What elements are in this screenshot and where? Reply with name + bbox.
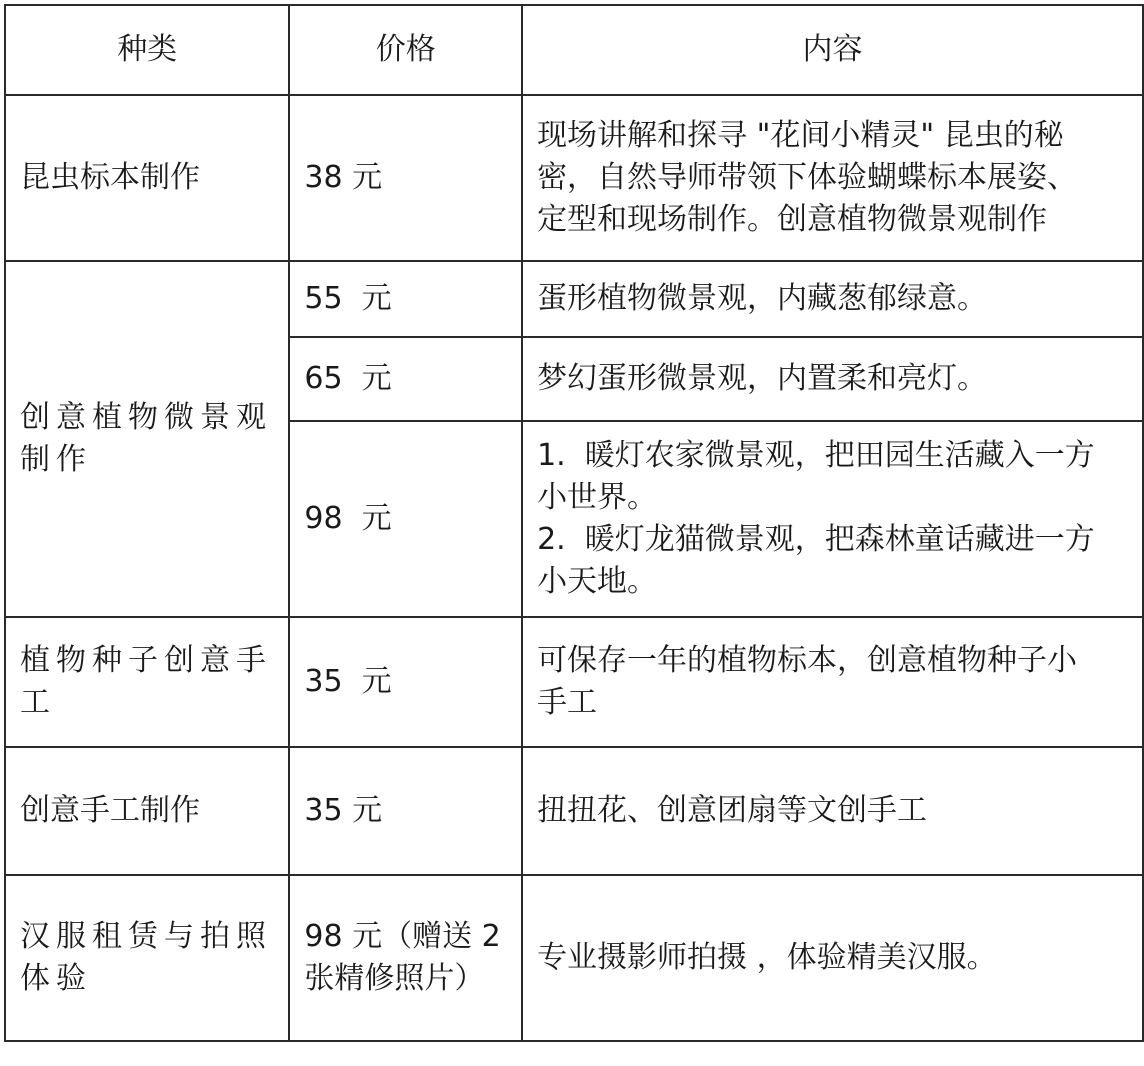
table-row — [5, 875, 1143, 1041]
category-cell: 昆虫标本制作 — [5, 95, 289, 261]
category-cell — [5, 617, 289, 747]
content-line: 1. 暖灯农家微景观，把田园生活藏入一方 — [537, 438, 1095, 473]
table-row — [5, 617, 1143, 747]
content-line: 小天地。 — [537, 564, 658, 599]
header-category: 种类 — [5, 5, 289, 95]
price-table-container — [4, 4, 1144, 1042]
price-cell: 35 元 — [289, 747, 522, 875]
content-line: 小世界。 — [537, 480, 658, 515]
price-cell: 65 元 — [289, 337, 522, 421]
content-cell — [522, 617, 1143, 747]
category-cell — [5, 261, 289, 617]
content-cell: 梦幻蛋形微景观，内置柔和亮灯。 — [522, 337, 1143, 421]
category-line: 体验 — [20, 961, 92, 996]
price-cell: 35 元 — [289, 617, 522, 747]
content-line: 现场讲解和探寻 "花间小精灵" 昆虫的秘 — [537, 118, 1064, 153]
table-row — [5, 95, 1143, 261]
category-line: 工 — [20, 685, 56, 720]
table-row — [5, 261, 1143, 337]
category-line: 制作 — [20, 442, 92, 477]
content-cell: 专业摄影师拍摄 ，体验精美汉服。 — [522, 875, 1143, 1041]
content-cell — [522, 95, 1143, 261]
header-price: 价格 — [289, 5, 522, 95]
price-cell: 55 元 — [289, 261, 522, 337]
table-header-row — [5, 5, 1143, 95]
content-line: 密，自然导师带领下体验蝴蝶标本展姿、 — [537, 160, 1078, 195]
table-row — [5, 747, 1143, 875]
category-line: 植物种子创意手 — [20, 643, 272, 678]
content-line: 可保存一年的植物标本，创意植物种子小 — [537, 643, 1078, 678]
content-line: 2. 暖灯龙猫微景观，把森林童话藏进一方 — [537, 522, 1095, 557]
price-line: 张精修照片） — [304, 961, 485, 996]
category-line: 创意植物微景观 — [20, 400, 272, 435]
price-cell — [289, 875, 522, 1041]
category-cell — [5, 875, 289, 1041]
activity-price-table — [4, 4, 1144, 1042]
category-cell: 创意手工制作 — [5, 747, 289, 875]
content-line: 定型和现场制作。创意植物微景观制作 — [537, 202, 1048, 237]
content-line: 手工 — [537, 685, 598, 720]
category-line: 汉服租赁与拍照 — [20, 919, 272, 954]
content-cell: 蛋形植物微景观，内藏葱郁绿意。 — [522, 261, 1143, 337]
price-cell: 38 元 — [289, 95, 522, 261]
content-cell — [522, 421, 1143, 617]
price-line: 98 元（赠送 2 — [304, 919, 501, 954]
header-content: 内容 — [522, 5, 1143, 95]
price-cell: 98 元 — [289, 421, 522, 617]
content-cell: 扭扭花、创意团扇等文创手工 — [522, 747, 1143, 875]
